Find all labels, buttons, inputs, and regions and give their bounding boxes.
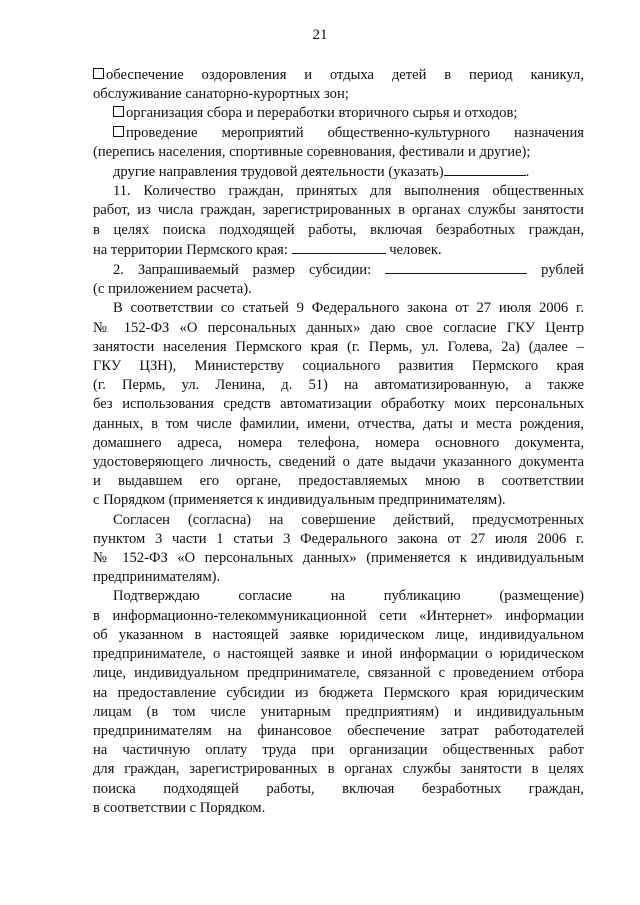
text-line: Согласен (согласна) на совершение действий, предусмотренных [113,511,584,528]
item-citizens-count [93,182,584,260]
subsidy-amount-blank[interactable] [385,260,527,274]
citizens-count-blank[interactable] [292,240,386,254]
text-line: Подтверждаю согласие на публикацию (размещение) [113,588,584,605]
consent-actions [93,511,584,588]
text-line: пунктом 3 части 1 статьи 3 Федерального закона от 27 июля 2006 г. [93,530,584,547]
text-line: без использования средств автоматизации обработку моих персональных [93,396,584,413]
text-line: № 152-ФЗ «О персональных данных» (применяется к индивидуальным [93,550,584,567]
text-line: 2. Запрашиваемый размер субсидии: рублей [113,262,584,279]
text-line: с Порядком (применяется к индивидуальным предпринимателям). [93,492,506,509]
text-line: поиска подходящей работы, включая безработных граждан, [93,780,584,797]
other-directions: другие направления трудовой деятельности (указать) . [113,164,530,181]
text-line: проведение мероприятий общественно-культурного назначения [93,124,584,143]
text-line: лицам (в том числе унитарным предприятиям) и индивидуальным [93,703,584,720]
text-line: на территории Пермского края: человек. [93,241,442,258]
checkbox[interactable] [113,126,124,137]
consent-personal-data [93,299,584,510]
text-line: обеспечение оздоровления и отдыха детей в период каникул, [93,66,584,85]
text-line: об указанном в настоящей заявке юридическом лице, индивидуальном [93,626,584,643]
text-line: (перепись населения, спортивные соревнования, фестивали и другие); [93,143,531,160]
text-line: лице, индивидуальном предпринимателе, связанной с проведением отбора [93,665,584,682]
text-line: удостоверяющего личность, сведений о дате выдачи указанного документа [93,454,584,471]
text-line: в целях поиска подходящей работы, включая безработных граждан, [93,221,584,238]
text-line: ГКУ ЦЗН), Министерству социального развития Пермского края [93,358,584,375]
text-line: в соответствии с Порядком. [93,799,266,816]
text-line: (с приложением расчета). [93,281,252,298]
text-line: предпринимателе, о настоящей заявке и иной информации о юридическом [93,646,584,663]
text-line: в информационно-телекоммуникационной сети «Интернет» информации [93,607,584,624]
text-line: домашнего адреса, номера телефона, номера основного документа, [93,434,584,451]
text-line: и выдавшем его органе, предоставляемых мною в соответствии [93,473,584,490]
consent-publication [93,587,584,817]
checklist-item-cultural [93,124,584,162]
scan-edge-mark [0,4,26,7]
text-line: на предоставление субсидии из бюджета Пермского края юридическим [93,684,584,701]
text-line: данных, в том числе фамилии, имени, отчества, даты и места рождения, [93,415,584,432]
document-body [93,66,584,818]
other-directions-blank[interactable] [444,162,526,176]
text-line: предпринимателям на финансовое обеспечение затрат работодателей [93,722,584,739]
text-line: работ, из числа граждан, зарегистрированных в органах службы занятости [93,202,584,219]
text-line: организация сбора и переработки вторичного сырья и отходов; [113,104,584,123]
checkbox[interactable] [113,106,124,117]
text-line: (г. Пермь, ул. Ленина, д. 51) на автоматизированную, а также [93,377,584,394]
text-line: 11. Количество граждан, принятых для выполнения общественных [113,183,584,200]
checklist-item-recreation [93,66,584,104]
page-number: 21 [312,27,328,43]
text-line: на частичную оплату труда при организации общественных работ [93,742,584,759]
text-line: для граждан, зарегистрированных в органах службы занятости в целях [93,761,584,778]
item-subsidy-amount [93,260,584,299]
text-line: занятости населения Пермского края (г. Пермь, ул. Голева, 2а) (далее – [93,338,584,355]
checkbox[interactable] [93,68,104,79]
text-line: обслуживание санаторно-курортных зон; [93,86,349,103]
checklist-item-recycling [93,104,584,123]
other-directions-label: другие направления трудовой деятельности (указать) [113,164,444,181]
text-line: В соответствии со статьей 9 Федерального закона от 27 июля 2006 г. [113,300,584,317]
text-line: № 152-ФЗ «О персональных данных» даю свое согласие ГКУ Центр [93,319,584,336]
text-line: предпринимателям). [93,569,221,586]
